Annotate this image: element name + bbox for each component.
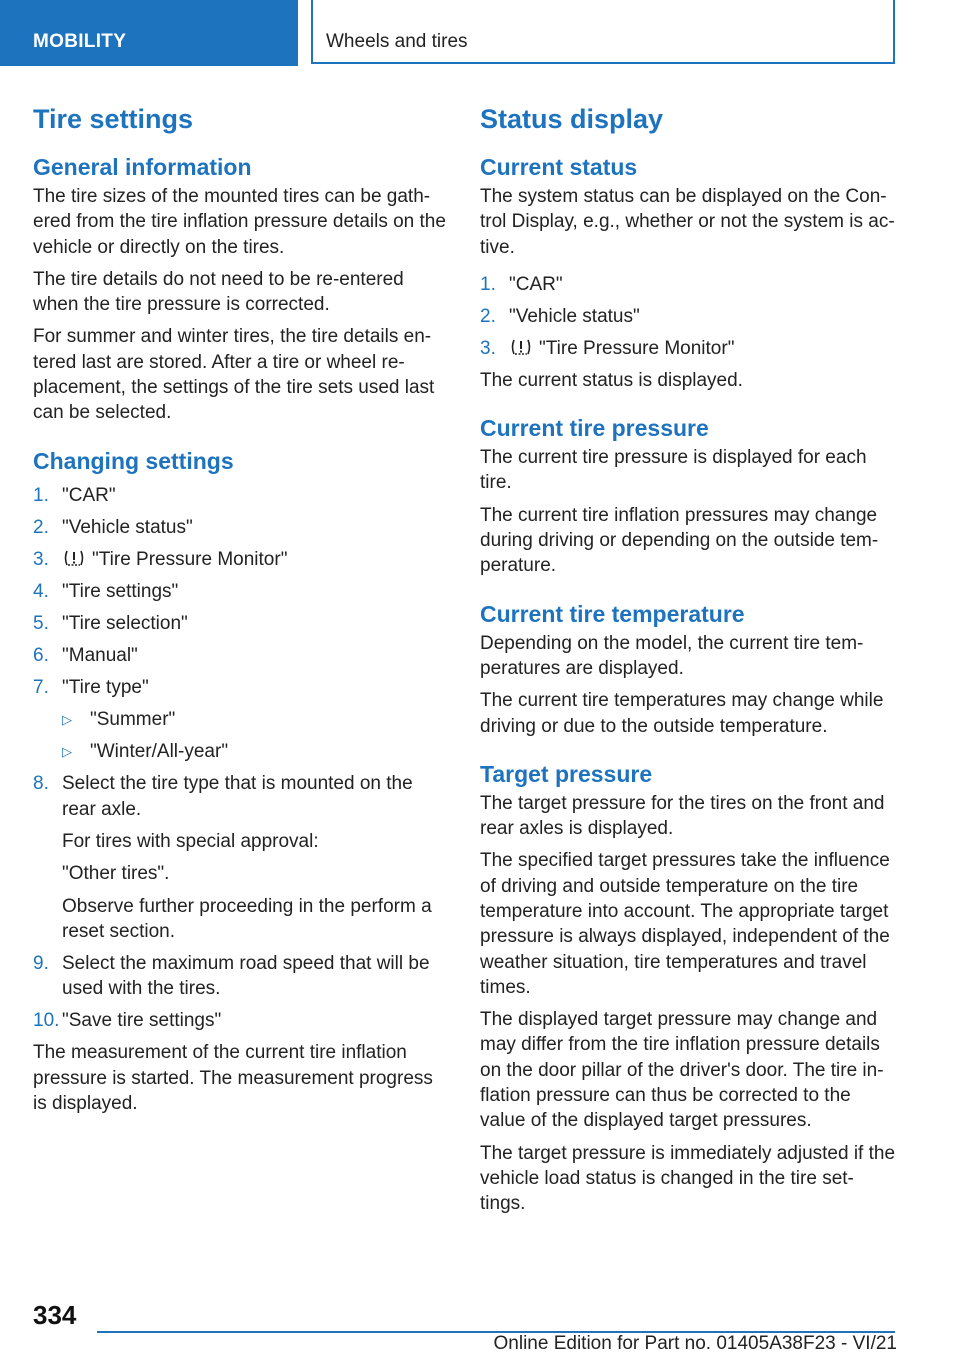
list-item: [480, 272, 898, 297]
step-number: 3.: [480, 337, 496, 359]
general-paragraph-1: The tire sizes of the mounted tires can be gath-ered from the tire inflation pressure details on the vehicle or directly on the tires.: [33, 186, 446, 258]
page-number: 334: [33, 1300, 77, 1330]
right-column: [480, 100, 898, 1224]
list-item: [62, 707, 451, 732]
list-item: [480, 336, 898, 361]
step-note: "Other tires".: [62, 863, 170, 885]
triangle-bullet-icon: ▷: [62, 744, 72, 760]
page-header: [0, 0, 960, 66]
step-text: "Tire Pressure Monitor": [539, 337, 735, 359]
step-text: "Tire Pressure Monitor": [92, 548, 288, 570]
tire-type-options: [62, 707, 451, 765]
step-number: 3.: [33, 548, 49, 570]
option-text: "Summer": [90, 708, 176, 730]
measurement-paragraph: The measurement of the current tire inflation pressure is started. The measurement progress is displayed.: [33, 1042, 433, 1114]
target-paragraph-3: The displayed target pressure may change and may differ from the tire inflation pressure details on the door pillar of the driver's door. The tire in-flation pressure can thus be corrected to the value of the displayed target pressures.: [480, 1009, 884, 1132]
step-text: Select the tire type that is mounted on the rear axle.: [62, 773, 413, 820]
changing-settings-steps: [33, 483, 451, 1034]
current-status-steps: [480, 272, 898, 361]
current-temp-paragraph-2: The current tire temperatures may change while driving or due to the outside temperature.: [480, 690, 884, 737]
step-text: "Vehicle status": [62, 516, 193, 538]
left-column: [33, 100, 451, 1123]
option-text: "Winter/All-year": [90, 741, 229, 763]
step-text: "Tire selection": [62, 612, 188, 634]
tire-settings-title: Tire settings: [33, 104, 194, 134]
step-note: Observe further proceeding in the perform a reset section.: [62, 895, 432, 942]
list-item: [33, 579, 451, 604]
step-text: Select the maximum road speed that will be used with the tires.: [62, 952, 430, 1000]
step-text: "Tire settings": [62, 580, 179, 602]
step-text: "CAR": [62, 484, 116, 506]
step-text: "Manual": [62, 644, 138, 666]
current-tire-pressure-heading: Current tire pressure: [480, 415, 709, 442]
step-number: 4.: [33, 580, 49, 602]
list-item: [33, 1008, 451, 1033]
step-note: For tires with special approval:: [62, 831, 319, 853]
list-item: [33, 483, 451, 508]
tire-pressure-warning-icon: [62, 548, 86, 568]
step-number: 10.: [33, 1010, 60, 1032]
step-text: "Save tire settings": [62, 1010, 222, 1032]
target-paragraph-1: The target pressure for the tires on the front and rear axles is displayed.: [480, 792, 885, 840]
step-number: 1.: [33, 484, 49, 506]
general-paragraph-2: The tire details do not need to be re-entered when the tire pressure is corrected.: [33, 268, 404, 316]
list-item: [480, 304, 898, 329]
list-item: [33, 951, 451, 1002]
step-number: 6.: [33, 644, 49, 666]
target-paragraph-4: The target pressure is immediately adjusted if the vehicle load status is changed in the tire set-tings.: [480, 1142, 896, 1215]
step-number: 7.: [33, 676, 49, 698]
edition-text: Online Edition for Part no. 01405A38F23 - VI/21: [493, 1333, 897, 1354]
list-item: [33, 643, 451, 668]
list-item: [62, 739, 451, 764]
changing-settings-heading: Changing settings: [33, 447, 234, 474]
current-pressure-paragraph-2: The current tire inflation pressures may change during driving or depending on the outside tem-perature.: [480, 504, 879, 577]
step-number: 9.: [33, 952, 49, 974]
list-item: [33, 675, 451, 765]
chapter-tab: Wheels and tires: [311, 0, 895, 64]
status-display-title: Status display: [480, 104, 664, 134]
general-information-heading: General information: [33, 154, 252, 180]
step-number: 8.: [33, 773, 49, 795]
list-item: [33, 771, 451, 944]
list-item: [33, 547, 451, 572]
current-status-paragraph: The system status can be displayed on the Con-trol Display, e.g., whether or not the system is ac-tive.: [480, 186, 895, 258]
section-tab: MOBILITY: [0, 0, 298, 66]
step-text: "Tire type": [62, 676, 149, 698]
current-pressure-paragraph-1: The current tire pressure is displayed for each tire.: [480, 447, 867, 494]
current-status-heading: Current status: [480, 154, 638, 180]
current-tire-temperature-heading: Current tire temperature: [480, 600, 745, 627]
target-paragraph-2: The specified target pressures take the influence of driving and outside temperature on the tire temperature into account. The appropriate target pressure is always displayed, independent of the weather situation, tire temperatures and travel times.: [480, 850, 890, 998]
step-number: 2.: [33, 516, 49, 538]
list-item: [33, 611, 451, 636]
tire-pressure-warning-icon: [509, 337, 533, 357]
step-text: "CAR": [509, 273, 563, 295]
step-text: "Vehicle status": [509, 305, 640, 327]
triangle-bullet-icon: ▷: [62, 711, 72, 727]
list-item: [33, 515, 451, 540]
target-pressure-heading: Target pressure: [480, 760, 653, 787]
current-temp-paragraph-1: Depending on the model, the current tire tem-peratures are displayed.: [480, 632, 864, 679]
current-status-after: The current status is displayed.: [480, 369, 743, 391]
general-paragraph-3: For summer and winter tires, the tire details en-tered last are stored. After a tire or wheel re-placement, the settings of the tire sets used last can be selected.: [33, 326, 435, 424]
step-number: 2.: [480, 305, 496, 327]
step-number: 1.: [480, 273, 496, 295]
step-number: 5.: [33, 612, 49, 634]
